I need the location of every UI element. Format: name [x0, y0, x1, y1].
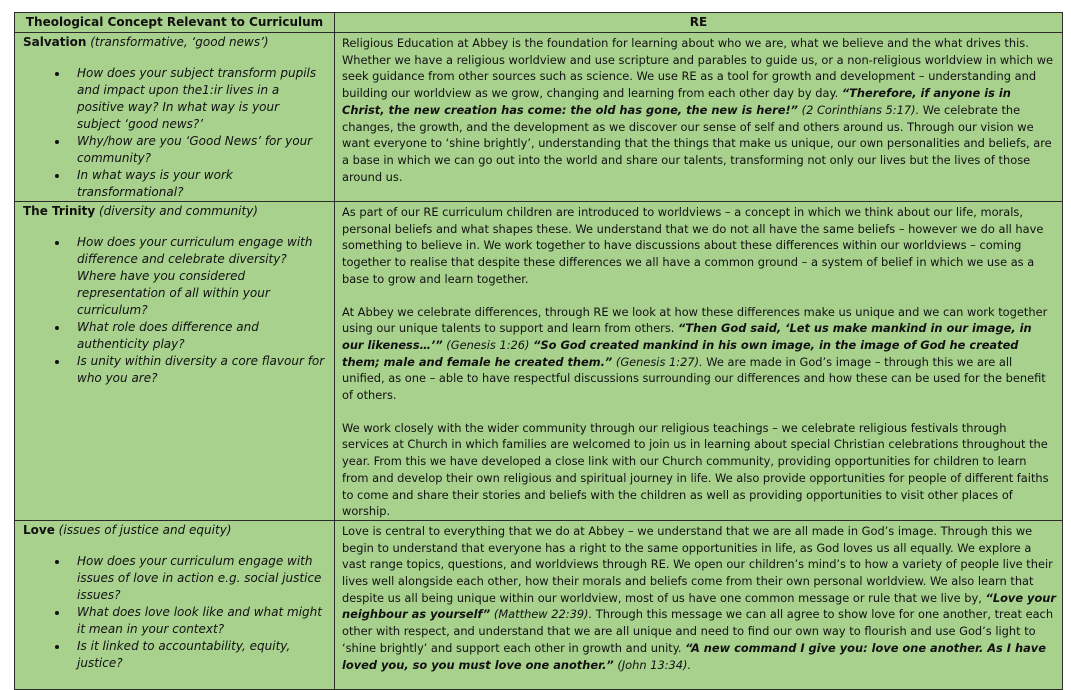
- scripture-reference: (2 Corinthians 5:17).: [798, 102, 920, 117]
- question-item: • What does love look like and what might it mean in your context?: [69, 604, 326, 638]
- scripture-quote: “A new command I give you: love one another. As I have loved you, so you must love one another.”: [342, 640, 1046, 672]
- paragraph-text: Through this message we can all agree to show love for one another, treat each other with respect, and understand that we are all unique and need to find our own way to flourish and use God’s light to ‘shine brightly’ and support each other in growth and unity.: [342, 607, 1054, 655]
- scripture-quote: “Love your neighbour as yourself”: [342, 590, 1057, 622]
- question-item: • Why/how are you ‘Good News’ for your community?: [69, 133, 326, 167]
- content-cell: [335, 520, 1063, 689]
- concept-subtitle: (transformative, ‘good news’): [86, 35, 269, 49]
- concept-cell: [15, 33, 335, 202]
- paragraph-text: Religious Education at Abbey is the foundation for learning about who we are, what we believe and the what drives this. Whether we have a religious worldview and use scripture and parables to guide us, or a non-religious worldview in which we seek guidance from other sources such as science. We use RE as a tool for growth and development – understanding and building our worldview as we grow, changing and learning from each other day by day.: [342, 36, 1054, 101]
- paragraph-text: Love is central to everything that we do at Abbey – we understand that we are all made in God’s image. Through this we begin to understand that everyone has a right to the same opportunities in life, as God loves us all equally. We explore a vast range topics, questions, and worldviews through RE. We open our children’s mind’s to how a variety of people live their lives well alongside each other, how their morals and beliefs come from their own personal worldview. We also learn that despite us all being unique within our worldview, most of us have one common message or rule that we live by,: [342, 523, 1053, 605]
- paragraph-text: At Abbey we celebrate differences, through RE we look at how these differences make us unique and we can work together using our unique talents to support and learn from others.: [342, 304, 1048, 336]
- question-list: [23, 553, 326, 672]
- question-item: • How does your curriculum engage with difference and celebrate diversity? Where have you considered representation of all within your curriculum?: [69, 234, 326, 319]
- scripture-quote: “Then God said, ‘Let us make mankind in our image, in our likeness…’”: [342, 321, 1032, 352]
- concept-name: Salvation: [23, 35, 87, 49]
- table-row-love: [15, 520, 1063, 689]
- scripture-reference: (Matthew 22:39).: [490, 607, 593, 622]
- paragraph-text: As part of our RE curriculum children are introduced to worldviews – a concept in which we think about our life, morals, personal beliefs and what shapes these. We understand that we do not all have the same beliefs – however we do all have something to believe in. We work together to have discussions about these differences within our worldviews – coming together to realise that despite these differences we all have a common ground – a system of belief in which we use as a base to grow and learn together.: [342, 205, 1044, 286]
- question-item: • How does your subject transform pupils and impact upon the1:ir lives in a positive way? In what way is your subject ‘good news?’: [69, 65, 326, 133]
- concept-cell: [15, 520, 335, 689]
- concept-subtitle: (diversity and community): [95, 204, 258, 218]
- question-item: • Is it linked to accountability, equity, justice?: [69, 638, 326, 672]
- paragraph-text: We celebrate the changes, the growth, and the development as we discover our sense of self and others around us. Through our vision we want everyone to ‘shine brightly’, understanding that the things that make us unique, our own personalities and beliefs, are a base in which we can go out into the world and share our talents, transforming not only our lives but the lives of those around us.: [342, 102, 1052, 184]
- concept-name: The Trinity: [23, 204, 96, 218]
- question-item: • In what ways is your work transformational?: [69, 167, 326, 201]
- concept-cell: [15, 202, 335, 521]
- header-concept: Theological Concept Relevant to Curriculum: [15, 13, 335, 33]
- scripture-reference: (John 13:34).: [613, 657, 692, 672]
- paragraph: [342, 420, 1056, 520]
- question-item: • Is unity within diversity a core flavour for who you are?: [69, 353, 326, 387]
- header-row: [15, 13, 1063, 33]
- paragraph: [342, 35, 1056, 185]
- concept-name: Love: [23, 522, 55, 537]
- question-list: [23, 65, 326, 201]
- header-subject: RE: [335, 13, 1063, 33]
- question-item: • How does your curriculum engage with issues of love in action e.g. social justice issues?: [69, 553, 326, 604]
- question-item: • What role does difference and authenticity play?: [69, 319, 326, 353]
- table-row-salvation: [15, 33, 1063, 202]
- question-list: [23, 234, 326, 387]
- scripture-reference: (Genesis 1:26): [442, 337, 534, 352]
- content-cell: [335, 202, 1063, 521]
- paragraph-text: We are made in God’s image – through this we are all unified, as one – able to have respectful discussions surrounding our differences and how these can be used for the benefit of others.: [342, 354, 1046, 403]
- paragraph: [342, 204, 1056, 288]
- table-row-trinity: [15, 202, 1063, 521]
- scripture-quote: “So God created mankind in his own image, in the image of God he created them; male and female he created them.”: [342, 337, 1019, 369]
- curriculum-table: [14, 12, 1063, 690]
- scripture-reference: (Genesis 1:27).: [612, 354, 703, 369]
- paragraph: [342, 304, 1056, 404]
- paragraph: [342, 523, 1056, 673]
- content-cell: [335, 33, 1063, 202]
- concept-subtitle: (issues of justice and equity): [54, 522, 232, 537]
- scripture-quote: “Therefore, if anyone is in Christ, the new creation has come: the old has gone, the new is here!”: [342, 86, 1011, 117]
- paragraph-text: We work closely with the wider community through our religious teachings – we celebrate religious festivals through services at Church in which families are welcomed to join us in learning about special Christian celebrations throughout the year. From this we have developed a close link with our Church community, providing opportunities for children to learn from and develop their own religious and spiritual journey in life. We also provide opportunities for people of different faiths to come and share their stories and beliefs with the children as well as providing opportunities to visit other places of worship.: [342, 420, 1049, 519]
